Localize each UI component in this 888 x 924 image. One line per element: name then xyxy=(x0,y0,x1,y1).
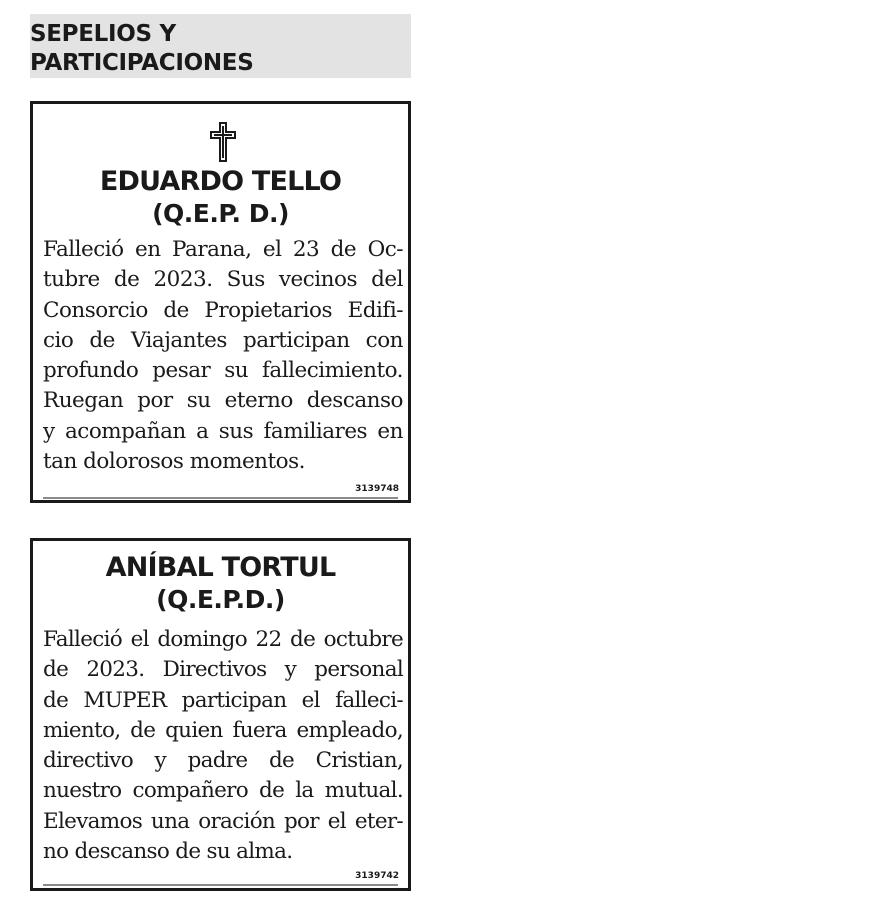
deceased-name: ANÍBAL TORTUL xyxy=(105,552,336,583)
body-line: de 2023. Directivos y personal xyxy=(43,657,403,683)
body-line: no descanso de su alma. xyxy=(43,839,293,865)
body-line: profundo pesar su fallecimiento. xyxy=(43,358,403,384)
ad-code: 3139748 xyxy=(355,484,399,494)
body-line: Elevamos una oración por el eter- xyxy=(43,808,403,834)
body-line: cio de Viajantes participan con xyxy=(43,327,403,353)
obituary-notice xyxy=(30,101,411,503)
body-line: directivo y padre de Cristian, xyxy=(43,748,403,774)
body-line: de MUPER participan el falleci- xyxy=(43,687,403,713)
obituary-notice xyxy=(30,538,411,891)
body-line: tan dolorosos momentos. xyxy=(43,449,305,475)
body-line: Consorcio de Propietarios Edifi- xyxy=(43,297,403,323)
body-line: Falleció el domingo 22 de octubre xyxy=(43,627,403,652)
deceased-name: EDUARDO TELLO xyxy=(99,166,342,197)
section-title: SEPELIOS Y PARTICIPACIONES xyxy=(30,21,254,76)
notice-body xyxy=(43,235,403,477)
divider xyxy=(43,884,398,886)
cross-icon xyxy=(210,122,236,162)
section-header xyxy=(30,14,411,78)
ad-code: 3139742 xyxy=(355,871,399,881)
divider xyxy=(43,497,398,499)
body-line: Ruegan por su eterno descanso xyxy=(43,388,403,414)
body-line: tubre de 2023. Sus vecinos del xyxy=(43,267,403,293)
notice-body xyxy=(43,625,403,867)
qepd-label: (Q.E.P.D.) xyxy=(156,585,285,614)
body-line: miento, de quien fuera empleado, xyxy=(43,717,403,743)
body-line: y acompañan a sus familiares en xyxy=(43,418,403,444)
qepd-label: (Q.E.P. D.) xyxy=(152,199,289,228)
body-line: nuestro compañero de la mutual. xyxy=(43,778,403,804)
body-line: Falleció en Parana, el 23 de Oc- xyxy=(43,237,403,262)
